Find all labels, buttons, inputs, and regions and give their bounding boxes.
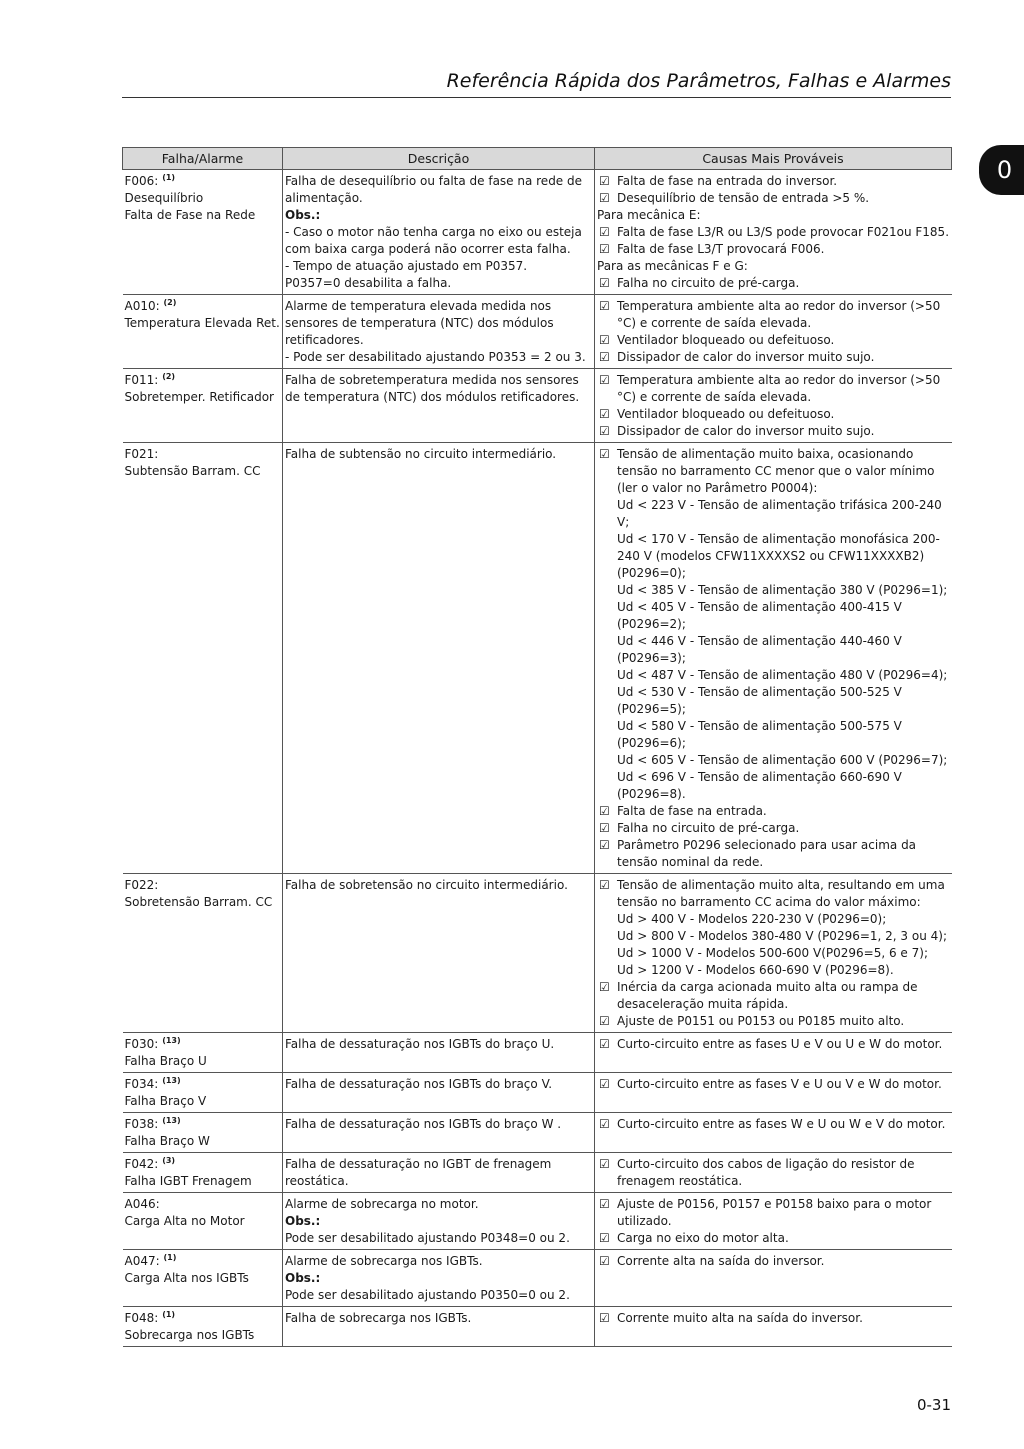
fault-code-cell [123,1193,283,1250]
causes-cell [595,1073,952,1113]
cause-text: Ventilador bloqueado ou defeituoso. [617,407,835,421]
table-row [123,170,952,295]
fault-name: Falha IGBT Frenagem [124,1174,252,1188]
cause-text: Ajuste de P0151 ou P0153 ou P0185 muito alto. [617,1014,905,1028]
description-text: - Caso o motor não tenha carga no eixo ou esteja com baixa carga poderá não ocorrer esta falha. [285,225,582,256]
checked-box-icon: ☑ [599,980,610,994]
checked-box-icon: ☑ [599,1311,610,1325]
column-header-description: Descrição [283,148,595,170]
causes-cell [595,1307,952,1347]
cause-text: Dissipador de calor do inversor muito sujo. [617,424,875,438]
cause-text: Corrente alta na saída do inversor. [617,1254,825,1268]
cause-item [597,1013,950,1030]
cause-text: Ajuste de P0156, P0157 e P0158 baixo para o motor utilizado. [617,1197,932,1228]
cause-text: Temperatura ambiente alta ao redor do inversor (>50 °C) e corrente de saída elevada. [617,373,941,404]
fault-name: Sobretemper. Retificador [124,390,274,404]
chapter-tab[interactable]: 0 [979,145,1024,195]
checked-box-icon: ☑ [599,242,610,256]
checked-box-icon: ☑ [599,1077,610,1091]
causes-list [597,1156,950,1190]
description-cell [283,1250,595,1307]
fault-name: Carga Alta no Motor [124,1214,245,1228]
table-row [123,1250,952,1307]
cause-detail: Ud < 385 V - Tensão de alimentação 380 V (P0296=1); [617,583,948,597]
checked-box-icon: ☑ [599,407,610,421]
footnote-ref: (2) [162,372,176,381]
description-text: Falha de sobrecarga nos IGBTs. [285,1311,472,1325]
checked-box-icon: ☑ [599,1117,610,1131]
fault-code-cell [123,1033,283,1073]
causes-cell [595,874,952,1033]
checked-box-icon: ☑ [599,804,610,818]
cause-item [597,979,950,1013]
obs-label: Obs.: [285,1271,321,1285]
description-text: Falha de sobretemperatura medida nos sensores de temperatura (NTC) dos módulos retificadores. [285,373,580,404]
fault-alarm-table [122,147,952,1347]
description-text: Falha de dessaturação nos IGBTs do braço V. [285,1077,553,1091]
fault-code: F034: [124,1077,159,1091]
description-cell [283,369,595,443]
obs-label: Obs.: [285,208,321,222]
causes-cell [595,443,952,874]
causes-cell [595,1113,952,1153]
fault-name: Carga Alta nos IGBTs [124,1271,249,1285]
fault-code-cell [123,443,283,874]
cause-text: Carga no eixo do motor alta. [617,1231,789,1245]
obs-label: Obs.: [285,1214,321,1228]
fault-code-cell [123,1250,283,1307]
cause-text: Ventilador bloqueado ou defeituoso. [617,333,835,347]
cause-detail: Ud > 800 V - Modelos 380-480 V (P0296=1, 2, 3 ou 4); [617,929,947,943]
causes-list [597,372,950,440]
cause-text: Corrente muito alta na saída do inversor. [617,1311,863,1325]
checked-box-icon: ☑ [599,424,610,438]
fault-code-cell [123,369,283,443]
cause-detail: Ud < 446 V - Tensão de alimentação 440-460 V (P0296=3); [617,634,902,665]
cause-text: Falta de fase L3/T provocará F006. [617,242,825,256]
description-text: - Pode ser desabilitado ajustando P0353 = 2 ou 3. [285,350,586,364]
checked-box-icon: ☑ [599,1254,610,1268]
description-text: Pode ser desabilitado ajustando P0348=0 ou 2. [285,1231,570,1245]
causes-cell [595,1033,952,1073]
cause-text: Temperatura ambiente alta ao redor do inversor (>50 °C) e corrente de saída elevada. [617,299,941,330]
fault-name: Sobrecarga nos IGBTs [124,1328,255,1342]
description-text: Falha de dessaturação nos IGBTs do braço U. [285,1037,555,1051]
checked-box-icon: ☑ [599,276,610,290]
fault-code: F042: [124,1157,159,1171]
description-text: Falha de subtensão no circuito intermediário. [285,447,557,461]
fault-code: A047: [124,1254,160,1268]
causes-cell [595,1250,952,1307]
checked-box-icon: ☑ [599,225,610,239]
checked-box-icon: ☑ [599,1157,610,1171]
cause-item [597,1230,950,1247]
fault-name: Falha Braço W [124,1134,210,1148]
fault-code: A046: [124,1197,160,1211]
column-header-causes: Causas Mais Prováveis [595,148,952,170]
description-cell [283,1153,595,1193]
cause-text: Curto-circuito entre as fases V e U ou V e W do motor. [617,1077,942,1091]
cause-detail: Ud < 605 V - Tensão de alimentação 600 V (P0296=7); [617,753,948,767]
description-cell [283,170,595,295]
description-cell [283,295,595,369]
causes-cell [595,369,952,443]
cause-detail: Ud < 223 V - Tensão de alimentação trifásica 200-240 V; [617,498,942,529]
checked-box-icon: ☑ [599,333,610,347]
cause-item [597,190,950,207]
description-cell [283,1307,595,1347]
cause-detail: Ud < 405 V - Tensão de alimentação 400-415 V (P0296=2); [617,600,902,631]
cause-detail: Ud < 696 V - Tensão de alimentação 660-690 V (P0296=8). [617,770,902,801]
table-body [123,170,952,1347]
fault-code: F038: [124,1117,159,1131]
fault-code-cell [123,1307,283,1347]
page-header-title: Referência Rápida dos Parâmetros, Falhas e Alarmes [446,70,951,92]
footnote-ref: (1) [162,173,176,182]
table-row [123,1073,952,1113]
fault-code-cell [123,1073,283,1113]
description-cell [283,1193,595,1250]
description-text: Falha de desequilíbrio ou falta de fase na rede de alimentação. [285,174,583,205]
causes-list [597,1253,950,1270]
cause-item [597,423,950,440]
cause-text: Curto-circuito entre as fases W e U ou W e V do motor. [617,1117,946,1131]
cause-text: Falta de fase na entrada do inversor. [617,174,838,188]
checked-box-icon: ☑ [599,878,610,892]
cause-item [597,877,950,911]
fault-name: Subtensão Barram. CC [124,464,261,478]
table-row [123,295,952,369]
cause-text: Curto-circuito entre as fases U e V ou U e W do motor. [617,1037,943,1051]
table-header-row [123,148,952,170]
causes-list [597,173,950,292]
fault-name: Sobretensão Barram. CC [124,895,273,909]
table-row [123,1033,952,1073]
cause-item [597,1076,950,1093]
header-divider [122,97,951,98]
cause-detail: Ud > 1200 V - Modelos 660-690 V (P0296=8). [617,963,894,977]
cause-text: Falha no circuito de pré-carga. [617,276,800,290]
table-row [123,443,952,874]
fault-name: Falha Braço U [124,1054,207,1068]
cause-item [597,803,950,820]
cause-text: Falta de fase na entrada. [617,804,767,818]
cause-item [597,1036,950,1053]
description-text: Falha de dessaturação nos IGBTs do braço W . [285,1117,562,1131]
table-row [123,1153,952,1193]
fault-code: F006: [124,174,159,188]
cause-text: Tensão de alimentação muito baixa, ocasionando tensão no barramento CC menor que o valor mínimo (ler o valor no Parâmetro P0004): [617,447,935,495]
checked-box-icon: ☑ [599,350,610,364]
fault-code-cell [123,170,283,295]
cause-item [597,224,950,241]
column-header-fault: Falha/Alarme [123,148,283,170]
checked-box-icon: ☑ [599,1037,610,1051]
checked-box-icon: ☑ [599,1197,610,1211]
cause-text: Curto-circuito dos cabos de ligação do resistor de frenagem reostática. [617,1157,915,1188]
fault-name: Falha Braço V [124,1094,207,1108]
cause-item [597,820,950,837]
cause-item [597,1156,950,1190]
description-text: Alarme de temperatura elevada medida nos sensores de temperatura (NTC) dos módulos retificadores. [285,299,554,347]
cause-detail: Ud > 400 V - Modelos 220-230 V (P0296=0); [617,912,887,926]
fault-code-cell [123,874,283,1033]
cause-heading: Para as mecânicas F e G: [597,259,748,273]
cause-detail: Ud < 487 V - Tensão de alimentação 480 V (P0296=4); [617,668,948,682]
cause-detail: Ud < 580 V - Tensão de alimentação 500-575 V (P0296=6); [617,719,902,750]
footnote-ref: (1) [163,1253,177,1262]
causes-list [597,877,950,1030]
cause-item [597,275,950,292]
checked-box-icon: ☑ [599,373,610,387]
footnote-ref: (13) [162,1116,181,1125]
footnote-ref: (13) [162,1036,181,1045]
checked-box-icon: ☑ [599,1231,610,1245]
description-cell [283,874,595,1033]
cause-heading: Para mecânica E: [597,208,701,222]
checked-box-icon: ☑ [599,1014,610,1028]
description-text: Alarme de sobrecarga no motor. [285,1197,479,1211]
checked-box-icon: ☑ [599,174,610,188]
fault-code: F022: [124,878,159,892]
cause-item [597,1310,950,1327]
cause-text: Falha no circuito de pré-carga. [617,821,800,835]
description-text: - Tempo de atuação ajustado em P0357. [285,259,528,273]
cause-text: Desequilíbrio de tensão de entrada >5 %. [617,191,870,205]
footnote-ref: (3) [162,1156,176,1165]
table-row [123,1193,952,1250]
fault-code: F011: [124,373,159,387]
fault-name: Falta de Fase na Rede [124,208,256,222]
cause-text: Inércia da carga acionada muito alta ou rampa de desaceleração muita rápida. [617,980,918,1011]
description-text: Alarme de sobrecarga nos IGBTs. [285,1254,483,1268]
cause-item [597,372,950,406]
causes-cell [595,170,952,295]
cause-item [597,349,950,366]
description-cell [283,443,595,874]
causes-list [597,446,950,871]
cause-item [597,406,950,423]
checked-box-icon: ☑ [599,447,610,461]
causes-list [597,1116,950,1133]
causes-list [597,1310,950,1327]
table-row [123,1113,952,1153]
causes-list [597,298,950,366]
causes-list [597,1036,950,1053]
checked-box-icon: ☑ [599,191,610,205]
fault-code-cell [123,1113,283,1153]
fault-code-cell [123,1153,283,1193]
description-text: Falha de sobretensão no circuito intermediário. [285,878,568,892]
table-row [123,1307,952,1347]
cause-item [597,173,950,190]
fault-code: A010: [124,299,160,313]
cause-text: Dissipador de calor do inversor muito sujo. [617,350,875,364]
cause-detail: Ud < 170 V - Tensão de alimentação monofásica 200-240 V (modelos CFW11XXXXS2 ou CFW11XXXXB2) (P0296=0); [617,532,940,580]
cause-detail: Ud > 1000 V - Modelos 500-600 V(P0296=5, 6 e 7); [617,946,928,960]
cause-detail: Ud < 530 V - Tensão de alimentação 500-525 V (P0296=5); [617,685,902,716]
cause-item [597,332,950,349]
cause-item [597,298,950,332]
fault-name: Temperatura Elevada Ret. [124,316,280,330]
description-cell [283,1073,595,1113]
cause-text: Falta de fase L3/R ou L3/S pode provocar F021ou F185. [617,225,950,239]
cause-text: Tensão de alimentação muito alta, resultando em uma tensão no barramento CC acima do valor máximo: [617,878,945,909]
causes-cell [595,1153,952,1193]
description-text: P0357=0 desabilita a falha. [285,276,452,290]
causes-list [597,1076,950,1093]
footnote-ref: (1) [162,1310,176,1319]
fault-code: F048: [124,1311,159,1325]
description-text: Falha de dessaturação no IGBT de frenagem reostática. [285,1157,552,1188]
table-row [123,369,952,443]
footnote-ref: (13) [162,1076,181,1085]
checked-box-icon: ☑ [599,838,610,852]
description-text: Pode ser desabilitado ajustando P0350=0 ou 2. [285,1288,570,1302]
cause-text: Parâmetro P0296 selecionado para usar acima da tensão nominal da rede. [617,838,917,869]
footnote-ref: (2) [163,298,177,307]
checked-box-icon: ☑ [599,299,610,313]
cause-item [597,1253,950,1270]
causes-cell [595,295,952,369]
cause-item [597,837,950,871]
description-cell [283,1113,595,1153]
cause-item [597,1116,950,1133]
fault-name: Desequilíbrio [124,191,204,205]
fault-code: F021: [124,447,159,461]
fault-code: F030: [124,1037,159,1051]
page-number: 0-31 [916,1396,951,1414]
cause-item [597,1196,950,1230]
table-row [123,874,952,1033]
fault-code-cell [123,295,283,369]
description-cell [283,1033,595,1073]
causes-list [597,1196,950,1247]
checked-box-icon: ☑ [599,821,610,835]
causes-cell [595,1193,952,1250]
cause-item [597,241,950,258]
cause-item [597,446,950,497]
